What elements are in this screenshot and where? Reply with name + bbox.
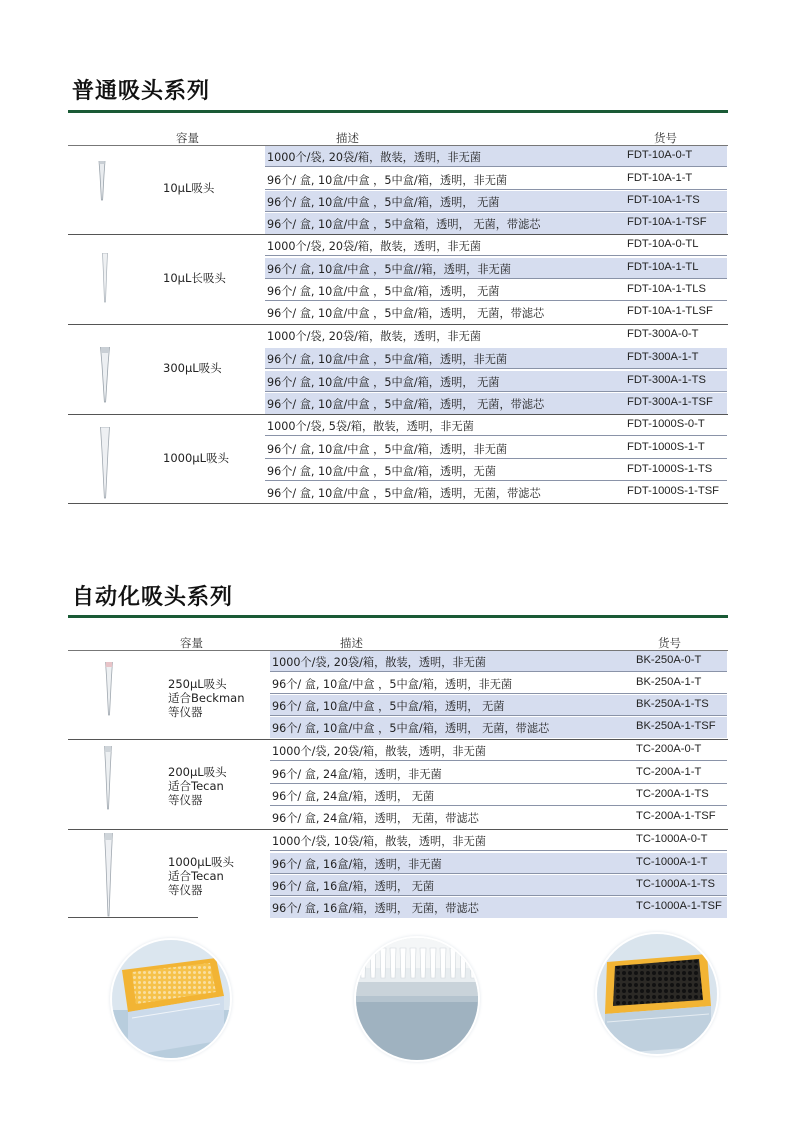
row-description: 1000个/袋, 5袋/箱，散装，透明，非无菌 <box>267 420 474 433</box>
capacity-label: 1000μL吸头 <box>163 451 229 465</box>
pipette-tip-icon <box>100 347 110 407</box>
row-code: TC-200A-1-TSF <box>636 810 716 822</box>
row-description: 96个/ 盒, 24盒/箱，透明，非无菌 <box>272 768 442 781</box>
table-row <box>270 875 727 896</box>
header-capacity: 容量 <box>176 131 199 145</box>
row-code: FDT-10A-1-TS <box>627 194 700 206</box>
row-code: TC-1000A-1-T <box>636 856 708 868</box>
table-row <box>270 807 727 828</box>
capacity-label: 300μL吸头 <box>163 361 222 375</box>
row-code: FDT-1000S-1-T <box>627 441 705 453</box>
product-group-10ul <box>68 145 728 235</box>
row-description: 96个/ 盒, 16盒/箱，透明，非无菌 <box>272 858 442 871</box>
header-code: 货号 <box>658 636 681 650</box>
row-code: FDT-300A-1-TSF <box>627 396 713 408</box>
table-row <box>265 146 727 167</box>
table-row <box>265 415 727 436</box>
row-description: 96个/ 盒, 24盒/箱，透明， 无菌，带滤芯 <box>272 812 479 825</box>
row-code: BK-250A-1-TS <box>636 698 709 710</box>
row-description: 96个/ 盒, 10盒/中盒 ，5中盒/箱，透明，非无菌 <box>267 443 508 456</box>
row-code: FDT-10A-1-TL <box>627 261 699 273</box>
row-description: 96个/ 盒, 16盒/箱，透明， 无菌，带滤芯 <box>272 902 479 915</box>
row-code: TC-200A-1-T <box>636 766 702 778</box>
table-row <box>270 785 727 806</box>
title-rule <box>68 615 728 618</box>
header-capacity: 容量 <box>180 636 203 650</box>
row-code: TC-1000A-1-TSF <box>636 900 722 912</box>
row-code: FDT-10A-1-TLSF <box>627 305 713 317</box>
row-code: FDT-10A-0-TL <box>627 238 699 250</box>
row-description: 96个/ 盒, 10盒/中盒 ，5中盒/箱，透明， 无菌 <box>272 700 505 713</box>
row-code: BK-250A-1-TSF <box>636 720 716 732</box>
table-row <box>265 482 727 503</box>
row-code: BK-250A-0-T <box>636 654 702 666</box>
row-description: 96个/ 盒, 10盒/中盒 ，5中盒/箱，透明，非无菌 <box>267 174 508 187</box>
row-description: 96个/ 盒, 24盒/箱，透明， 无菌 <box>272 790 435 803</box>
row-description: 1000个/袋, 20袋/箱，散装，透明，非无菌 <box>267 151 481 164</box>
table-row <box>265 438 727 459</box>
section-title-automation-tips: 自动化吸头系列 <box>72 585 234 610</box>
row-code: FDT-300A-1-T <box>627 351 699 363</box>
table-row <box>270 830 727 851</box>
table-row <box>270 740 727 761</box>
product-group-1000ul <box>68 415 728 505</box>
table-row <box>265 460 727 481</box>
header-description: 描述 <box>340 636 363 650</box>
title-rule <box>68 110 728 113</box>
pipette-tip-icon <box>98 161 106 205</box>
table-row <box>265 393 727 414</box>
pipette-tip-icon <box>104 746 112 814</box>
row-description: 96个/ 盒, 10盒/中盒 ，5中盒/箱，透明， 无菌 <box>267 376 500 389</box>
capacity-label-line: 等仪器 <box>168 883 203 897</box>
row-code: FDT-10A-1-T <box>627 172 693 184</box>
table-row <box>265 280 727 301</box>
row-code: TC-200A-1-TS <box>636 788 709 800</box>
product-group-1000ul-tecan <box>68 830 728 920</box>
table-header <box>68 128 728 146</box>
capacity-label-line: 等仪器 <box>168 793 203 807</box>
tip-rack-black-photo <box>597 934 717 1054</box>
row-description: 96个/ 盒, 10盒/中盒 ，5中盒/箱，透明， 无菌 <box>267 285 500 298</box>
table-row <box>270 763 727 784</box>
row-description: 96个/ 盒, 10盒/中盒 ，5中盒//箱，透明，非无菌 <box>267 263 511 276</box>
table-row <box>265 169 727 190</box>
row-code: FDT-300A-0-T <box>627 328 699 340</box>
row-description: 96个/ 盒, 10盒/中盒 ，5中盒/箱，透明， 无菌 <box>267 196 500 209</box>
row-description: 96个/ 盒, 10盒/中盒 ，5中盒/箱，透明，非无菌 <box>267 353 508 366</box>
product-group-300ul <box>68 325 728 415</box>
row-code: FDT-10A-1-TSF <box>627 216 707 228</box>
capacity-label-line: 适合Beckman <box>168 691 245 705</box>
table-row <box>270 695 727 716</box>
row-code: TC-1000A-0-T <box>636 833 708 845</box>
row-description: 1000个/袋, 20袋/箱，散装，透明，非无菌 <box>272 656 486 669</box>
tip-rack-yellow-photo <box>112 940 230 1058</box>
table-row <box>265 348 727 369</box>
product-group-250ul-beckman <box>68 650 728 740</box>
row-description: 1000个/袋, 20袋/箱，散装，透明，非无菌 <box>267 240 481 253</box>
table-row <box>265 235 727 256</box>
section-title-standard-tips: 普通吸头系列 <box>72 79 211 104</box>
row-description: 96个/ 盒, 10盒/中盒 ，5中盒箱，透明， 无菌，带滤芯 <box>267 218 541 231</box>
table-row <box>270 673 727 694</box>
group-divider <box>68 917 198 918</box>
row-code: TC-1000A-1-TS <box>636 878 715 890</box>
row-description: 1000个/袋, 10袋/箱，散装，透明，非无菌 <box>272 835 486 848</box>
pipette-tip-icon <box>102 253 108 307</box>
capacity-label-line: 适合Tecan <box>168 869 224 883</box>
row-code: FDT-1000S-1-TS <box>627 463 713 475</box>
table-row <box>265 213 727 234</box>
capacity-label-line: 200μL吸头 <box>168 765 227 779</box>
capacity-label-line: 1000μL吸头 <box>168 855 234 869</box>
row-description: 96个/ 盒, 16盒/箱，透明， 无菌 <box>272 880 435 893</box>
capacity-label-line: 250μL吸头 <box>168 677 227 691</box>
table-row <box>265 371 727 392</box>
row-description: 1000个/袋, 20袋/箱，散装，透明，非无菌 <box>267 330 481 343</box>
table-row <box>265 302 727 323</box>
pipette-tip-icon <box>105 662 113 720</box>
header-code: 货号 <box>654 131 677 145</box>
row-code: FDT-1000S-0-T <box>627 418 705 430</box>
capacity-label: 10μL长吸头 <box>163 271 226 285</box>
row-description: 96个/ 盒, 10盒/中盒 ，5中盒/箱，透明， 无菌，带滤芯 <box>267 398 545 411</box>
row-code: FDT-1000S-1-TSF <box>627 485 720 497</box>
table-row <box>270 897 727 918</box>
table-header <box>68 633 728 651</box>
row-description: 96个/ 盒, 10盒/中盒 ，5中盒/箱，透明， 无菌，带滤芯 <box>267 307 545 320</box>
product-group-10ul-long <box>68 235 728 325</box>
table-row <box>270 853 727 874</box>
table-row <box>265 258 727 279</box>
row-description: 96个/ 盒, 10盒/中盒 ，5中盒/箱，透明， 无菌，带滤芯 <box>272 722 550 735</box>
row-code: FDT-300A-1-TS <box>627 374 706 386</box>
capacity-label: 10μL吸头 <box>163 181 215 195</box>
row-description: 96个/ 盒, 10盒/中盒 ，5中盒/箱，透明，无菌，带滤芯 <box>267 487 541 500</box>
row-code: TC-200A-0-T <box>636 743 702 755</box>
table-row <box>270 651 727 672</box>
table-row <box>270 717 727 738</box>
row-description: 96个/ 盒, 10盒/中盒 ，5中盒/箱，透明，非无菌 <box>272 678 513 691</box>
row-code: BK-250A-1-T <box>636 676 702 688</box>
table-row <box>265 325 727 346</box>
tip-rack-clear-photo <box>356 938 478 1060</box>
group-divider <box>68 503 728 504</box>
table-row <box>265 191 727 212</box>
pipette-tip-icon <box>104 833 113 921</box>
capacity-label-line: 适合Tecan <box>168 779 224 793</box>
pipette-tip-icon <box>100 427 110 503</box>
product-group-200ul-tecan <box>68 740 728 830</box>
capacity-label-line: 等仪器 <box>168 705 203 719</box>
header-description: 描述 <box>336 131 359 145</box>
row-description: 1000个/袋, 20袋/箱，散装，透明，非无菌 <box>272 745 486 758</box>
row-description: 96个/ 盒, 10盒/中盒 ，5中盒/箱，透明，无菌 <box>267 465 496 478</box>
row-code: FDT-10A-1-TLS <box>627 283 706 295</box>
row-code: FDT-10A-0-T <box>627 149 693 161</box>
